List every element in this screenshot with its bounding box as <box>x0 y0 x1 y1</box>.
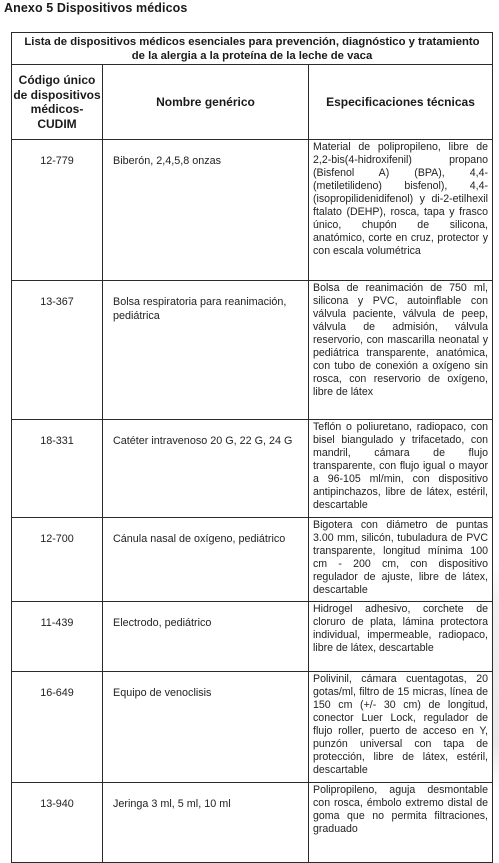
header-name: Nombre genérico <box>103 65 309 140</box>
device-code: 16-649 <box>12 672 103 783</box>
device-name: Biberón, 2,4,5,8 onzas <box>103 140 309 281</box>
table-row <box>12 281 493 420</box>
table-row <box>12 140 493 281</box>
table-row <box>12 420 493 518</box>
device-spec: Hidrogel adhesivo, corchete de cloruro de plata, lámina protectora individual, impermeable, radiopaco, libre de látex, descartable <box>309 602 493 672</box>
table-caption-row <box>12 33 493 65</box>
device-name: Equipo de venoclisis <box>103 672 309 783</box>
table-caption: Lista de dispositivos médicos esenciales para prevención, diagnóstico y tratamiento de la alergia a la proteína de la leche de vaca <box>12 33 493 65</box>
device-code: 18-331 <box>12 420 103 518</box>
device-code: 13-940 <box>12 783 103 863</box>
device-spec: Bolsa de reanimación de 750 ml, silicona y PVC, autoinflable con válvula paciente, válvula de peep, válvula de admisión, válvula reservorio, con mascarilla neonatal y pediátrica transparente, anatómica, con tubo de conexión a oxígeno sin rosca, con reservorio de oxígeno, libre de látex <box>309 281 493 420</box>
device-name: Jeringa 3 ml, 5 ml, 10 ml <box>103 783 309 863</box>
table-row <box>12 518 493 602</box>
table-row <box>12 672 493 783</box>
table-header-row <box>12 65 493 140</box>
device-spec: Polipropileno, aguja desmontable con rosca, émbolo extremo distal de goma que no permita filtraciones, graduado <box>309 783 493 863</box>
device-code: 12-779 <box>12 140 103 281</box>
table-row <box>12 602 493 672</box>
device-name: Catéter intravenoso 20 G, 22 G, 24 G <box>103 420 309 518</box>
page-edge-shadow <box>493 560 499 790</box>
device-code: 11-439 <box>12 602 103 672</box>
header-spec: Especificaciones técnicas <box>309 65 493 140</box>
device-spec: Polivinil, cámara cuentagotas, 20 gotas/ml, filtro de 15 micras, línea de 150 cm (+/- 30 cm) de longitud, conector Luer Lock, regulador de flujo roller, puerto de acceso en Y, punzón universal con tapa de protección, libre de látex, estéril, descartable <box>309 672 493 783</box>
device-name: Bolsa respiratoria para reanimación, pediátrica <box>103 281 309 420</box>
header-code: Código único de dispositivos médicos-CUDIM <box>12 65 103 140</box>
device-name: Cánula nasal de oxígeno, pediátrico <box>103 518 309 602</box>
device-spec: Material de polipropileno, libre de 2,2-bis(4-hidroxifenil) propano (Bisfenol A) (BPA), 4,4-(metiletilideno) bisfenol), 4,4-(isopropilidenidifenol) y di-2-etilhexil ftalato (DEHP), rosca, tapa y frasco único, chupón de silicona, anatómico, corte en cruz, protector y con escala volumétrica <box>309 140 493 281</box>
page-title: Anexo 5 Dispositivos médicos <box>4 1 188 15</box>
table-row <box>12 783 493 863</box>
device-code: 13-367 <box>12 281 103 420</box>
device-spec: Teflón o poliuretano, radiopaco, con bisel biangulado y trifacetado, con mandril, cámara de flujo transparente, con flujo igual o mayor a 96-105 ml/min, con dispositivo antipinchazos, libre de látex, estéril, descartable <box>309 420 493 518</box>
device-name: Electrodo, pediátrico <box>103 602 309 672</box>
device-code: 12-700 <box>12 518 103 602</box>
device-spec: Bigotera con diámetro de puntas 3.00 mm, silicón, tubuladura de PVC transparente, longitud mínima 100 cm - 200 cm, con dispositivo regulador de ajuste, libre de látex, descartable <box>309 518 493 602</box>
medical-devices-table <box>11 32 493 863</box>
